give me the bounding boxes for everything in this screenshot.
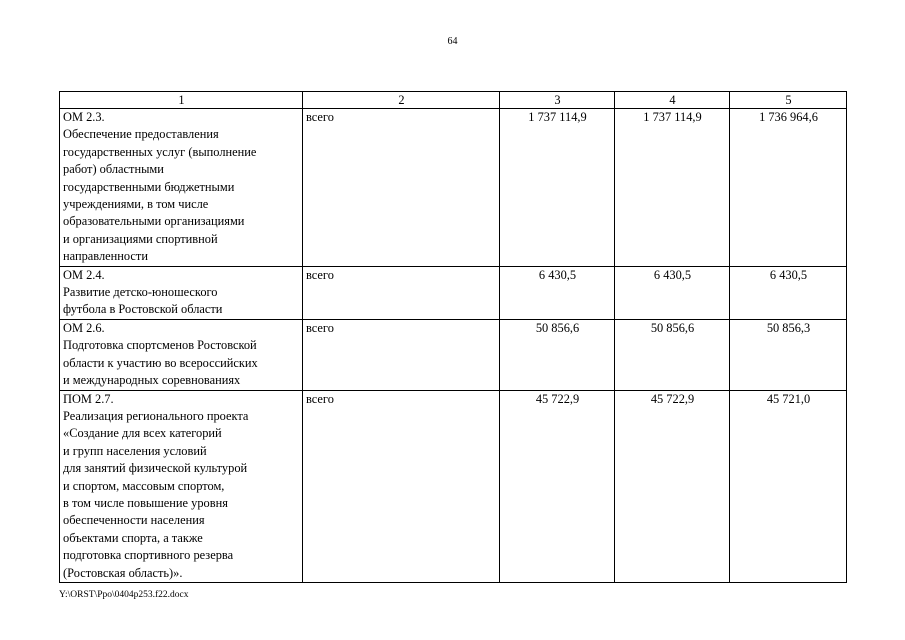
- value-cell-col4: 45 722,9: [615, 390, 730, 582]
- measure-name-cell: ОМ 2.3. Обеспечение предоставления государственных услуг (выполнение работ) областными государственными бюджетными учреждениями, в том числе образовательными организациями и организациями спортивной направленности: [60, 109, 303, 267]
- value-cell-col5: 45 721,0: [730, 390, 847, 582]
- value-cell-col3: 1 737 114,9: [500, 109, 615, 267]
- funding-type-cell: всего: [303, 109, 500, 267]
- value-cell-col5: 1 736 964,6: [730, 109, 847, 267]
- file-path-footer: Y:\ORST\Ppo\0404p253.f22.docx: [59, 590, 189, 600]
- column-header-1: 1: [60, 92, 303, 109]
- value-cell-col4: 50 856,6: [615, 319, 730, 390]
- funding-type-cell: всего: [303, 390, 500, 582]
- table-row: [60, 319, 847, 390]
- value-cell-col3: 6 430,5: [500, 266, 615, 319]
- value-cell-col4: 1 737 114,9: [615, 109, 730, 267]
- value-cell-col4: 6 430,5: [615, 266, 730, 319]
- value-cell-col3: 45 722,9: [500, 390, 615, 582]
- table-row: [60, 390, 847, 582]
- budget-table: [59, 91, 847, 583]
- column-header-4: 4: [615, 92, 730, 109]
- column-header-5: 5: [730, 92, 847, 109]
- measure-name-cell: ПОМ 2.7. Реализация регионального проекта «Создание для всех категорий и групп населения условий для занятий физической культурой и спортом, массовым спортом, в том числе повышение уровня обеспеченности населения объектами спорта, а также подготовка спортивного резерва (Ростовская область)».: [60, 390, 303, 582]
- column-header-2: 2: [303, 92, 500, 109]
- page-number: 64: [447, 36, 458, 47]
- value-cell-col3: 50 856,6: [500, 319, 615, 390]
- funding-type-cell: всего: [303, 319, 500, 390]
- value-cell-col5: 6 430,5: [730, 266, 847, 319]
- table-row: [60, 266, 847, 319]
- table-header-row: [60, 92, 847, 109]
- table-row: [60, 109, 847, 267]
- measure-name-cell: ОМ 2.4. Развитие детско-юношеского футбола в Ростовской области: [60, 266, 303, 319]
- column-header-3: 3: [500, 92, 615, 109]
- funding-type-cell: всего: [303, 266, 500, 319]
- value-cell-col5: 50 856,3: [730, 319, 847, 390]
- measure-name-cell: ОМ 2.6. Подготовка спортсменов Ростовской области к участию во всероссийских и международных соревнованиях: [60, 319, 303, 390]
